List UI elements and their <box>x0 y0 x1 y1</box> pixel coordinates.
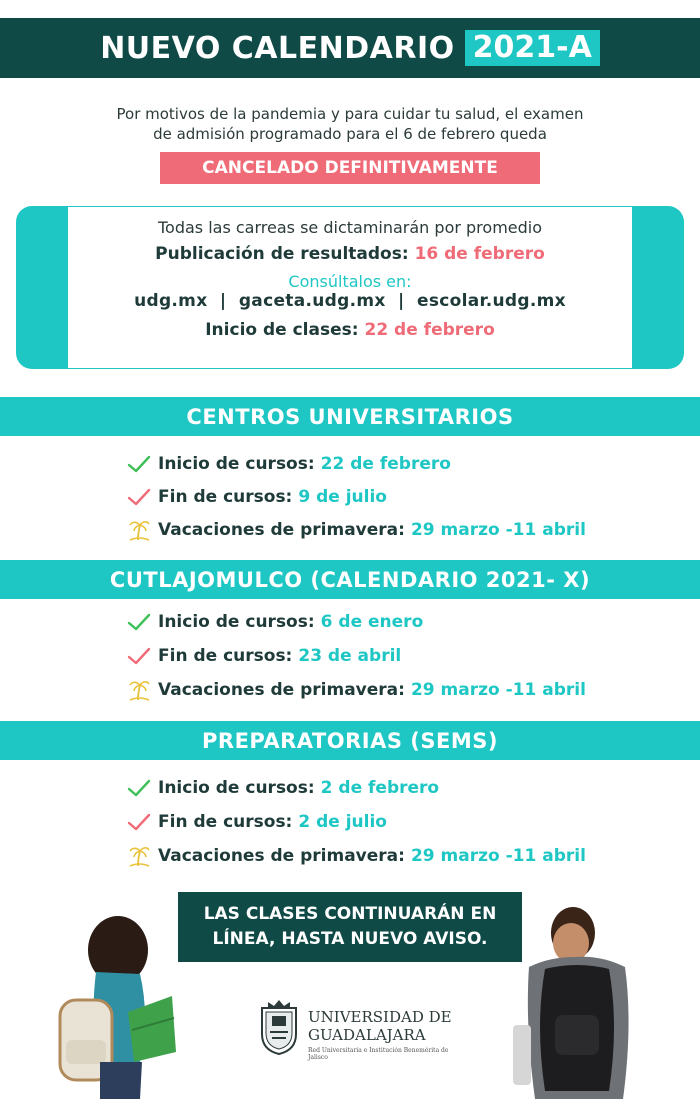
row-value: 9 de julio <box>298 487 387 507</box>
row-value: 29 marzo -11 abril <box>410 846 586 866</box>
row-fin-cursos <box>126 643 401 669</box>
row-value: 2 de julio <box>298 812 387 832</box>
consult-label: Consúltalos en: <box>288 272 412 291</box>
section-bar-cutlajomulco: CUTLAJOMULCO (CALENDARIO 2021- X) <box>0 560 700 599</box>
check-icon <box>126 645 152 667</box>
logo-subtitle: Red Universitaria e Institución Benemérita de Jalisco <box>308 1047 449 1061</box>
row-inicio-cursos <box>126 451 451 477</box>
palm-tree-icon <box>126 845 152 867</box>
section-bar-centros: CENTROS UNIVERSITARIOS <box>0 397 700 436</box>
row-fin-cursos <box>126 809 387 835</box>
info-card <box>68 207 632 368</box>
row-value: 23 de abril <box>298 646 402 666</box>
palm-tree-icon <box>126 679 152 701</box>
logo-name-2: GUADALAJARA <box>308 1026 426 1044</box>
page-title: NUEVO CALENDARIO <box>100 30 455 66</box>
palm-tree-icon <box>126 519 152 541</box>
row-value: 29 marzo -11 abril <box>410 520 586 540</box>
classes-label: Inicio de clases: <box>205 320 359 340</box>
sites-line: udg.mx | gaceta.udg.mx | escolar.udg.mx <box>134 291 566 311</box>
online-notice <box>178 892 522 962</box>
udg-seal-icon <box>258 998 300 1056</box>
check-icon <box>126 777 152 799</box>
check-icon <box>126 486 152 508</box>
row-vacaciones <box>126 677 586 703</box>
check-icon <box>126 611 152 633</box>
row-label: Fin de cursos: <box>158 812 293 832</box>
section-bar-preparatorias: PREPARATORIAS (SEMS) <box>0 721 700 760</box>
row-vacaciones <box>126 843 586 869</box>
row-value: 6 de enero <box>320 612 424 632</box>
results-line <box>68 244 632 264</box>
card-line-1: Todas las carreas se dictaminarán por promedio <box>157 218 543 237</box>
row-inicio-cursos <box>126 609 423 635</box>
row-vacaciones <box>126 517 586 543</box>
row-label: Vacaciones de primavera: <box>158 846 405 866</box>
classes-date: 22 de febrero <box>364 320 495 340</box>
check-icon <box>126 811 152 833</box>
student-girl-image <box>40 912 190 1099</box>
row-label: Vacaciones de primavera: <box>158 520 405 540</box>
udg-logo <box>258 998 458 1061</box>
row-value: 2 de febrero <box>320 778 440 798</box>
intro-line-2: de admisión programado para el 6 de febrero queda <box>153 125 547 143</box>
row-value: 29 marzo -11 abril <box>410 680 586 700</box>
notice-line-2: LÍNEA, HASTA NUEVO AVISO. <box>212 929 488 949</box>
row-inicio-cursos <box>126 775 439 801</box>
classes-line <box>68 320 632 340</box>
results-date: 16 de febrero <box>414 244 545 264</box>
intro-line-1: Por motivos de la pandemia y para cuidar tu salud, el examen <box>116 105 584 123</box>
row-label: Inicio de cursos: <box>158 612 315 632</box>
header-banner <box>0 18 700 78</box>
results-label: Publicación de resultados: <box>155 244 409 264</box>
row-label: Fin de cursos: <box>158 646 293 666</box>
cancel-badge: CANCELADO DEFINITIVAMENTE <box>160 152 540 184</box>
logo-text <box>308 1008 468 1061</box>
logo-name-1: UNIVERSIDAD DE <box>308 1008 452 1026</box>
row-label: Inicio de cursos: <box>158 454 315 474</box>
row-label: Fin de cursos: <box>158 487 293 507</box>
title-tag: 2021-A <box>465 30 600 66</box>
row-label: Inicio de cursos: <box>158 778 315 798</box>
row-label: Vacaciones de primavera: <box>158 680 405 700</box>
intro-text <box>0 104 700 144</box>
row-fin-cursos <box>126 484 387 510</box>
row-value: 22 de febrero <box>320 454 451 474</box>
notice-line-1: LAS CLASES CONTINUARÁN EN <box>203 904 497 924</box>
check-icon <box>126 453 152 475</box>
student-boy-image <box>505 905 650 1099</box>
